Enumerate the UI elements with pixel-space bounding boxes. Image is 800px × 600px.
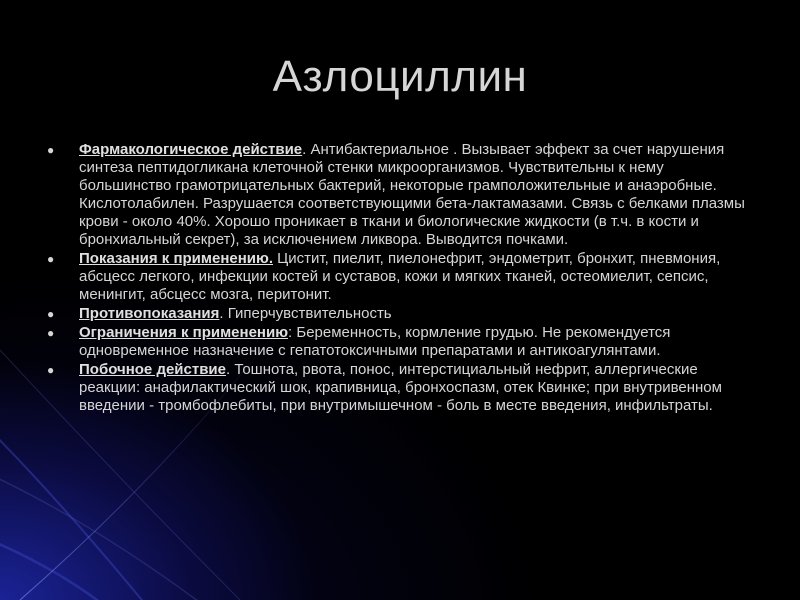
bullet-term: Противопоказания — [79, 305, 220, 322]
bullet-item-contraindications — [44, 305, 754, 323]
bullet-item-pharmacology — [44, 141, 754, 249]
bullet-term-separator: . — [219, 305, 224, 322]
bullet-item-side-effects — [44, 361, 754, 415]
bullet-text: Цистит, пиелит, пиелонефрит, эндометрит, бронхит, пневмония, абсцесс легкого, инфекции костей и суставов, кожи и мягких тканей, остеомиелит, сепсис, менингит, абсцесс мозга, перитонит. — [79, 250, 721, 303]
arc-line-1 — [0, 420, 150, 600]
bullet-dot-icon: ● — [47, 326, 55, 340]
bullet-term: Ограничения к применению — [79, 324, 289, 341]
bullet-text: Тошнота, рвота, понос, интерстициальный нефрит, аллергические реакции: анафилактический шок, крапивница, бронхоспазм, отек Квинке; при внутривенном введении - тромбофлебиты, при внутримышечном - боль в месте введения, инфильтраты. — [79, 361, 722, 414]
bullet-list — [44, 141, 754, 415]
slide-title: Азлоциллин — [272, 52, 528, 101]
bullet-dot-icon: ● — [47, 143, 55, 157]
bullet-dot-icon: ● — [47, 363, 55, 377]
bullet-text: Гиперчувствительность — [223, 305, 392, 322]
bullet-item-indications — [44, 250, 754, 304]
slide-content — [44, 141, 754, 416]
bullet-dot-icon: ● — [47, 252, 55, 266]
bullet-text: Антибактериальное . Вызывает эффект за счет нарушения синтеза пептидогликана клеточной стенки микроорганизмов. Чувствительны к нему большинство грамотрицательных бактерий, некоторые грамположительные и анаэробные. Кислотолабилен. Разрушается соответствующими бета-лактамазами. Связь с белками плазмы крови - около 40%. Хорошо проникает в ткани и биологические жидкости (в т.ч. в кости и бронхиальный секрет), за исключением ликвора. Выводится почками. — [79, 141, 745, 248]
arc-line-2 — [0, 470, 210, 600]
bullet-term: Побочное действие — [79, 361, 226, 378]
bullet-dot-icon: ● — [47, 307, 55, 321]
bullet-term-separator: : — [288, 324, 293, 341]
bullet-item-limitations — [44, 324, 754, 360]
arc-line-4 — [0, 540, 110, 600]
bullet-term: Показания к применению. — [79, 250, 273, 267]
bullet-term-separator: . — [226, 361, 231, 378]
bullet-term-separator: . — [302, 141, 307, 158]
bullet-text: Беременность, кормление грудью. Не рекомендуется одновременное назначение с гепатотоксичными препаратами и антикоагулянтами. — [79, 324, 671, 359]
bullet-term: Фармакологическое действие — [79, 141, 303, 158]
